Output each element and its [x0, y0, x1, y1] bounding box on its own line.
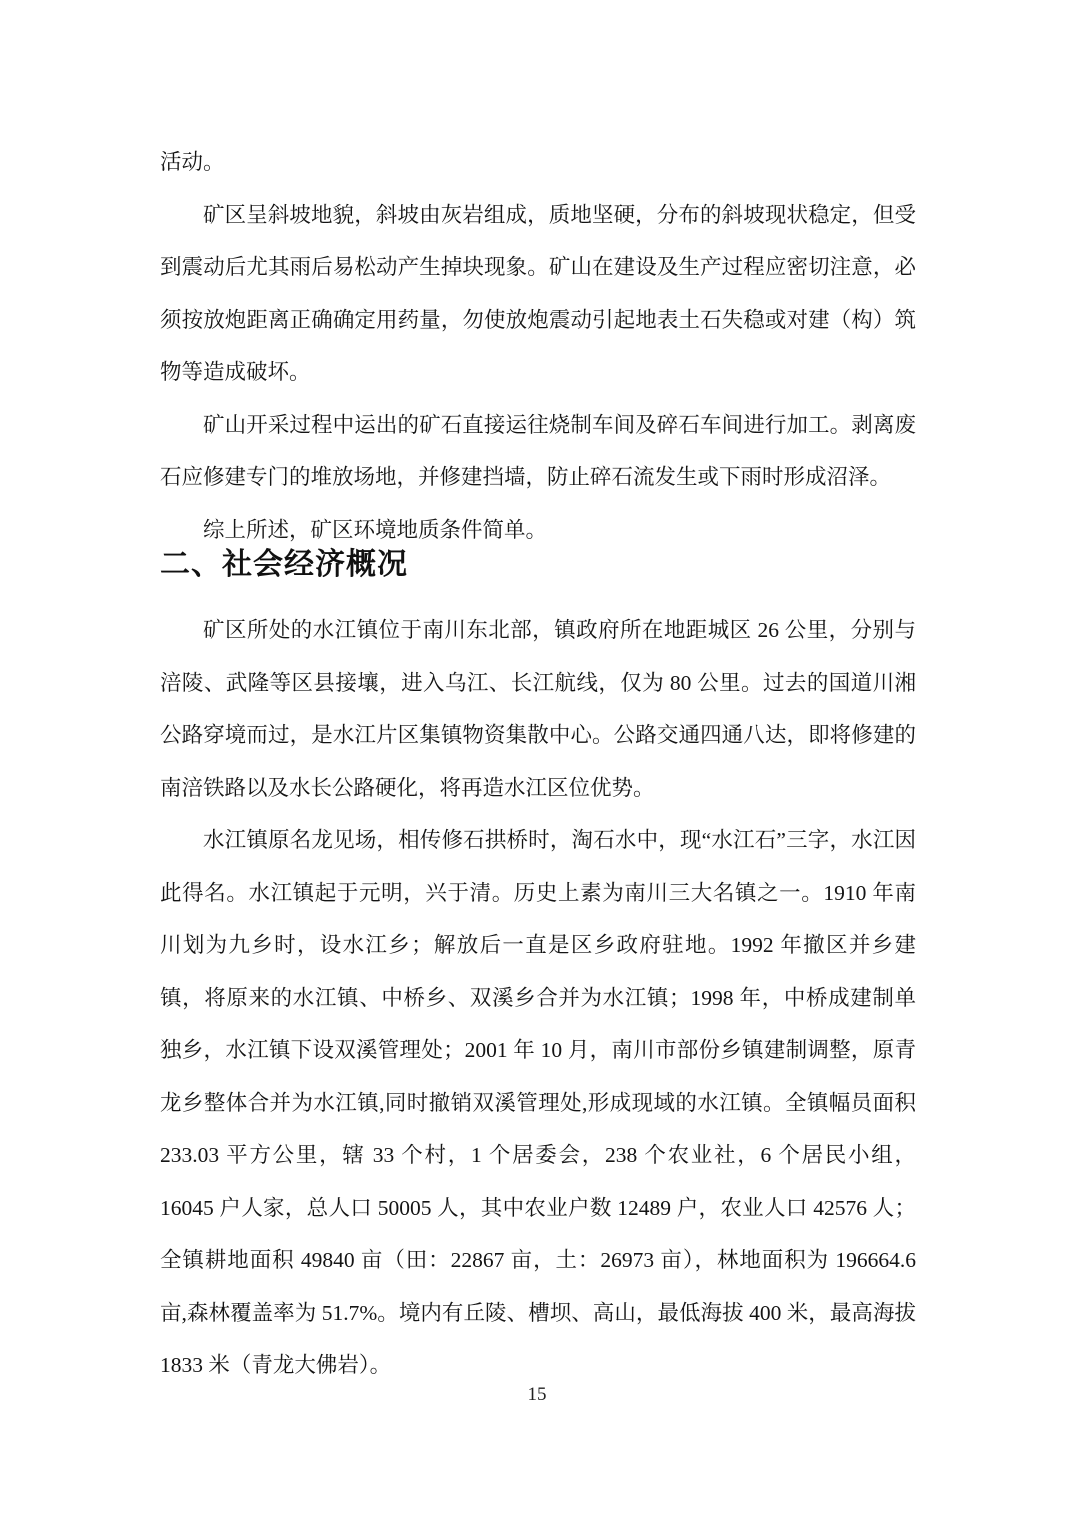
paragraph-continuation: 活动。: [160, 150, 225, 174]
page-number: 15: [527, 1384, 547, 1405]
document-body: [160, 136, 916, 1392]
section-heading-socioeconomic: 二、社会经济概况: [160, 548, 408, 581]
paragraph-town-location: 矿区所处的水江镇位于南川东北部，镇政府所在地距城区 26 公里，分别与涪陵、武隆等区县接壤，进入乌江、长江航线，仅为 80 公里。过去的国道川湘公路穿境而过，是水江片区集镇物资集散中心。公路交通四通八达，即将修建的南涪铁路以及水长公路硬化，将再造水江区位优势。: [160, 618, 916, 800]
paragraph-mine-slope: 矿区呈斜坡地貌，斜坡由灰岩组成，质地坚硬，分布的斜坡现状稳定，但受到震动后尤其雨后易松动产生掉块现象。矿山在建设及生产过程应密切注意，必须按放炮距离正确确定用药量，勿使放炮震动引起地表土石失稳或对建（构）筑物等造成破坏。: [160, 202, 916, 384]
paragraph-ore-processing: 矿山开采过程中运出的矿石直接运往烧制车间及碎石车间进行加工。剥离废石应修建专门的堆放场地，并修建挡墙，防止碎石流发生或下雨时形成沼泽。: [160, 412, 916, 489]
paragraph-conclusion: 综上所述，矿区环境地质条件简单。: [203, 517, 548, 542]
paragraph-town-history: 水江镇原名龙见场，相传修石拱桥时，淘石水中，现“水江石”三字，水江因此得名。水江镇起于元明，兴于清。历史上素为南川三大名镇之一。1910 年南川划为九乡时，设水江乡；解放后一直是区乡政府驻地。1992 年撤区并乡建镇，将原来的水江镇、中桥乡、双溪乡合并为水江镇；1998 年，中桥成建制单独乡，水江镇下设双溪管理处；2001 年 10 月，南川市部份乡镇建制调整，原青龙乡整体合并为水江镇,同时撤销双溪管理处,形成现域的水江镇。全镇幅员面积 233.03 平方公里，辖 33 个村，1 个居委会，238 个农业社，6 个居民小组，16045 户人家，总人口 50005 人，其中农业户数 12489 户，农业人口 42576 人；全镇耕地面积 49840 亩（田：22867 亩，土：26973 亩），林地面积为 196664.6 亩,森林覆盖率为 51.7%。境内有丘陵、槽坝、高山，最低海拔 400 米，最高海拔 1833 米（青龙大佛岩）。: [160, 828, 916, 1377]
